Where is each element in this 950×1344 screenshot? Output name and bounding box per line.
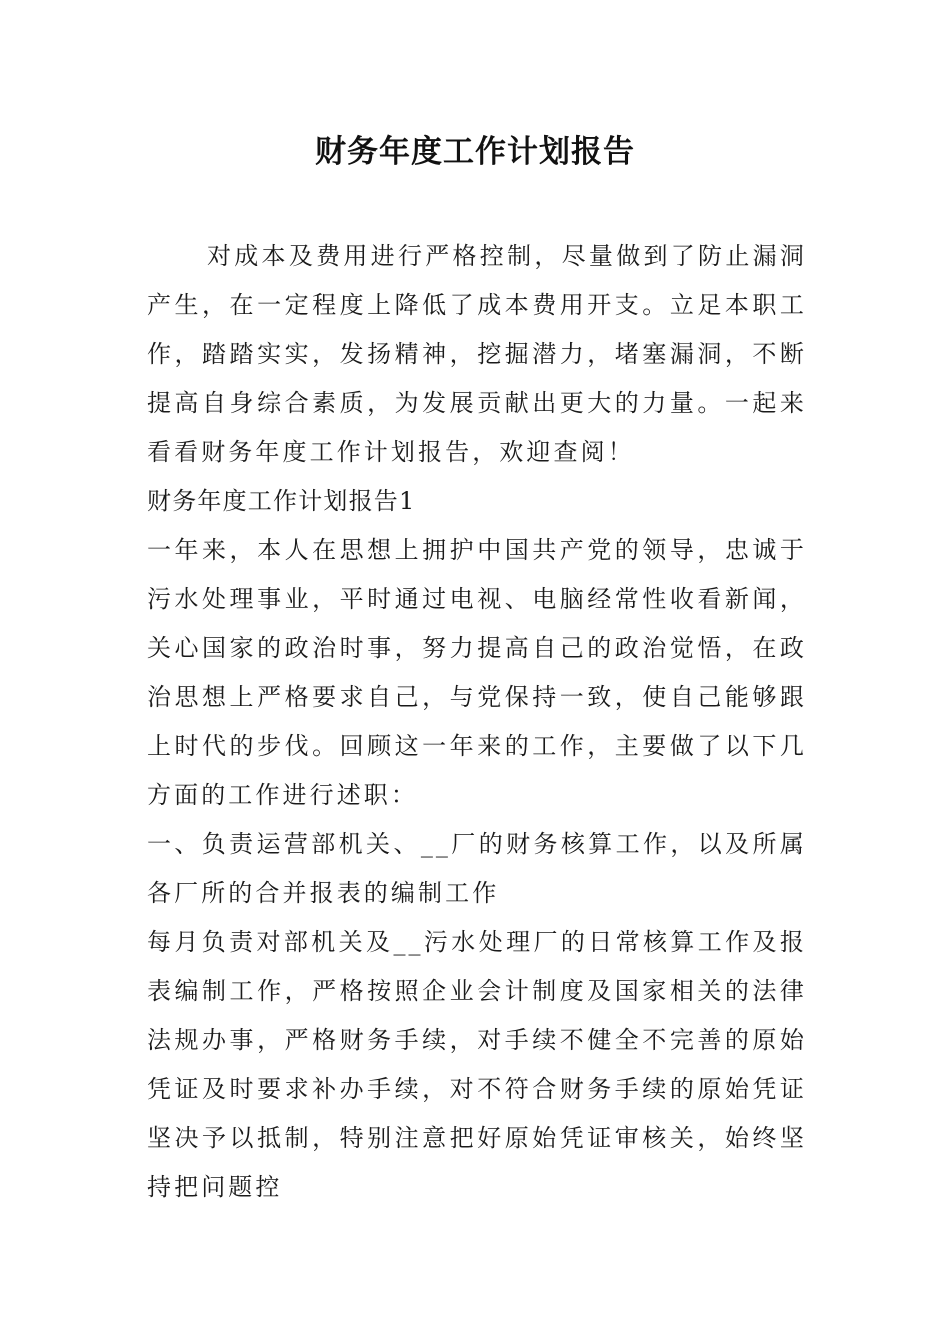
body-paragraph: 每月负责对部机关及__污水处理厂的日常核算工作及报表编制工作，严格按照企业会计制度及国家相关的法律法规办事，严格财务手续，对手续不健全不完善的原始凭证及时要求补办手续，对不符合财务手续的原始凭证坚决予以抵制，特别注意把好原始凭证审核关，始终坚持把问题控 xyxy=(147,928,807,1201)
document-title: 财务年度工作计划报告 xyxy=(315,134,635,170)
document-body xyxy=(147,232,807,1212)
subsection-heading: 一、负责运营部机关、__厂的财务核算工作，以及所属各厂所的合并报表的编制工作 xyxy=(147,830,807,907)
intro-paragraph: 对成本及费用进行严格控制，尽量做到了防止漏洞产生，在一定程度上降低了成本费用开支。立足本职工作，踏踏实实，发扬精神，挖掘潜力，堵塞漏洞，不断提高自身综合素质，为发展贡献出更大的力量。一起来看看财务年度工作计划报告，欢迎查阅！ xyxy=(147,242,807,466)
section-heading: 财务年度工作计划报告1 xyxy=(147,487,416,515)
body-paragraph: 一年来，本人在思想上拥护中国共产党的领导，忠诚于污水处理事业，平时通过电视、电脑经常性收看新闻，关心国家的政治时事，努力提高自己的政治觉悟，在政治思想上严格要求自己，与党保持一致，使自己能够跟上时代的步伐。回顾这一年来的工作，主要做了以下几方面的工作进行述职： xyxy=(147,536,807,809)
